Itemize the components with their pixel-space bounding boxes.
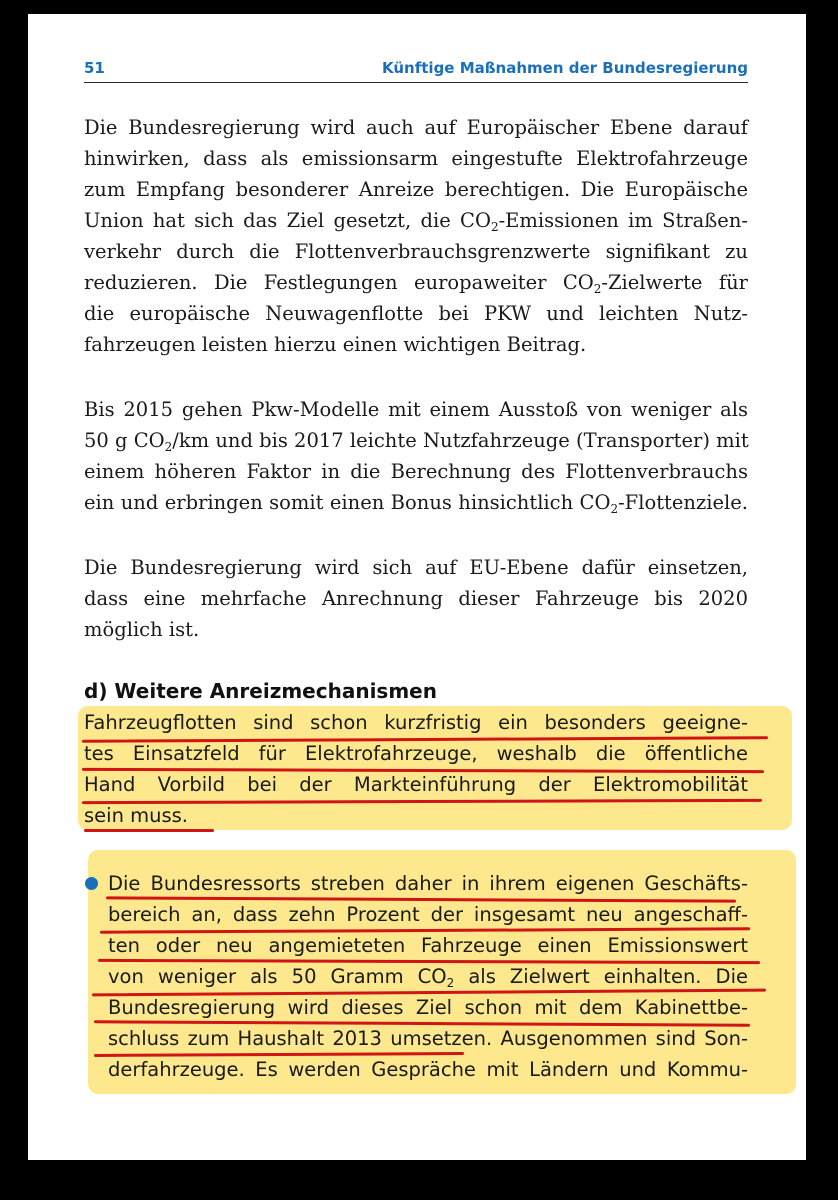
- text-line: bereich an, dass zehn Prozent der insgesamt neu angeschaff-: [108, 903, 748, 926]
- text-line: dass eine mehrfache Anrechnung dieser Fahrzeuge bis 2020: [84, 587, 748, 610]
- text-line: Die Bundesregierung wird auch auf Europäischer Ebene darauf: [84, 116, 748, 139]
- text-line: einem höheren Faktor in die Berechnung des Flottenverbrauchs: [84, 460, 748, 483]
- running-title: Künftige Maßnahmen der Bundesregierung: [382, 59, 748, 77]
- page-header: [84, 58, 748, 83]
- text-line: die europäische Neuwagenflotte bei PKW und leichten Nutz-: [84, 302, 748, 325]
- section-heading: d) Weitere Anreizmechanismen: [84, 679, 437, 703]
- text-line: tes Einsatzfeld für Elektrofahrzeuge, weshalb die öffentliche: [84, 742, 748, 765]
- text-line: sein muss.: [84, 804, 189, 827]
- bullet-dot-icon: [85, 877, 98, 890]
- text-line: reduzieren. Die Festlegungen europaweiter $CO_2$-Zielwerte für: [84, 271, 748, 296]
- text-line: Union hat sich das Ziel gesetzt, die $CO_2$-Emissionen im Straßen-: [84, 209, 748, 234]
- text-line: Bundesregierung wird dieses Ziel schon mit dem Kabinettbe-: [108, 996, 748, 1019]
- text-line: 50 g $CO_2/km$ und bis 2017 leichte Nutzfahrzeuge (Transporter) mit: [84, 429, 749, 454]
- text-line: hinwirken, dass als emissionsarm eingestufte Elektrofahrzeuge: [84, 147, 748, 170]
- text-line: Bis 2015 gehen Pkw-Modelle mit einem Ausstoß von weniger als: [84, 398, 748, 421]
- text-line: fahrzeugen leisten hierzu einen wichtigen Beitrag.: [84, 333, 587, 356]
- document-page: [28, 14, 806, 1160]
- text-line: möglich ist.: [84, 618, 200, 641]
- text-line: Die Bundesregierung wird sich auf EU-Ebene dafür einsetzen,: [84, 556, 748, 579]
- text-line: Hand Vorbild bei der Markteinführung der Elektromobilität: [84, 773, 748, 796]
- text-line: von weniger als 50 Gramm $CO_2$ als Zielwert einhalten. Die: [108, 965, 748, 990]
- text-line: ein und erbringen somit einen Bonus hinsichtlich $CO_2$-Flottenziele.: [84, 491, 748, 516]
- red-underline: [84, 829, 214, 832]
- page-number: 51: [84, 59, 105, 77]
- text-line: derfahrzeuge. Es werden Gespräche mit Ländern und Kommu-: [108, 1058, 748, 1081]
- text-line: ten oder neu angemieteten Fahrzeuge einen Emissionswert: [108, 934, 748, 957]
- text-line: schluss zum Haushalt 2013 umsetzen. Ausgenommen sind Son-: [108, 1027, 748, 1050]
- text-line: zum Empfang besonderer Anreize berechtigen. Die Europäische: [84, 178, 748, 201]
- text-line: verkehr durch die Flottenverbrauchsgrenzwerte signifikant zu: [84, 240, 748, 263]
- text-line: Fahrzeugflotten sind schon kurzfristig ein besonders geeigne-: [84, 711, 748, 734]
- text-line: Die Bundesressorts streben daher in ihrem eigenen Geschäfts-: [108, 872, 748, 895]
